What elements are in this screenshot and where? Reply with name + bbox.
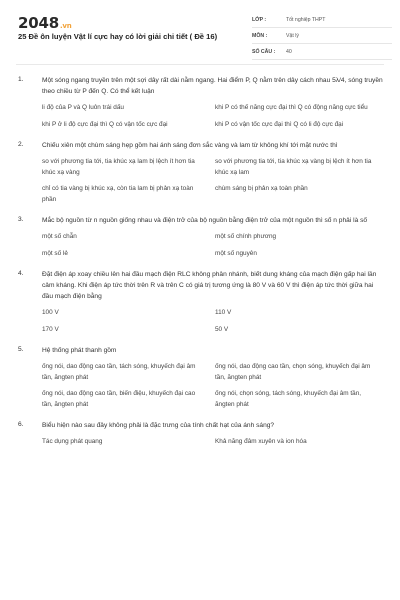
answer-option[interactable]: chỉ có tia vàng bị khúc xạ, còn tia lam bị phản xạ toàn phần	[42, 185, 194, 203]
page-title: 25 Đề ôn luyện Vật lí cực hay có lời giải chi tiết ( Đề 16)	[18, 32, 218, 41]
answer-option[interactable]: Tác dụng phát quang	[42, 438, 103, 445]
meta-key: MÔN :	[252, 32, 268, 39]
answer-option[interactable]: một số nguyên	[215, 249, 257, 257]
question-head	[18, 420, 384, 431]
answer-option[interactable]: so với phương tia tới, tia khúc xạ vàng bị lệch ít hơn tia khúc xạ lam	[215, 158, 372, 176]
question-number: 5.	[18, 346, 24, 353]
logo-suffix: .vn	[59, 22, 72, 30]
meta-key: SỐ CÂU :	[252, 48, 276, 55]
answer-option[interactable]: ống nói, chọn sóng, tách sóng, khuyếch đại âm tần, ăngten phát	[215, 390, 362, 408]
answer-options	[42, 308, 384, 335]
meta-row-class	[252, 12, 392, 28]
question-item	[18, 420, 384, 448]
answer-option[interactable]: ống nói, dao động cao tần, tách sóng, khuyếch đại âm tần, ăngten phát	[42, 363, 196, 381]
question-text: Hệ thống phát thanh gồm	[42, 347, 117, 354]
question-head	[18, 215, 384, 226]
answer-options	[42, 437, 384, 448]
answer-options	[42, 157, 384, 205]
question-text: Biểu hiện nào sau đây không phải là đặc trưng của tính chất hạt của ánh sáng?	[42, 422, 275, 429]
meta-value: Vật lý	[286, 32, 299, 39]
question-item	[18, 140, 384, 205]
answer-option[interactable]: khi P có vận tốc cực đại thì Q có li độ cực đại	[215, 120, 344, 128]
question-head	[18, 345, 384, 356]
answer-option[interactable]: một số chẵn	[42, 233, 77, 240]
logo-main: 2048	[18, 14, 59, 32]
question-text: Một sóng ngang truyền trên một sợi dây rất dài nằm ngang. Hai điểm P, Q nằm trên dây cách nhau 5λ/4, sóng truyền theo chiều từ P đến Q. Có thể kết luận	[42, 77, 383, 95]
meta-row-subject	[252, 28, 392, 44]
meta-row-count	[252, 44, 392, 60]
answer-option[interactable]: chùm sáng bị phản xạ toàn phần	[215, 185, 308, 192]
question-text: Mắc bộ nguồn từ n nguồn giống nhau và điện trở của bộ nguồn bằng điện trở của một nguồn thì số n phải là số	[42, 217, 368, 224]
question-number: 3.	[18, 216, 24, 223]
answer-options	[42, 103, 384, 130]
question-number: 4.	[18, 270, 24, 277]
meta-key: LỚP :	[252, 16, 267, 23]
question-item	[18, 269, 384, 335]
answer-option[interactable]: Khả năng đâm xuyên và ion hóa	[215, 438, 307, 445]
answer-options	[42, 232, 384, 259]
answer-option[interactable]: ống nói, dao động cao tần, chọn sóng, khuyếch đại âm tần, ăngten phát	[215, 363, 371, 381]
answer-option[interactable]: khi P có thế năng cực đại thì Q có động năng cực tiểu	[215, 104, 368, 111]
question-item	[18, 75, 384, 130]
question-head	[18, 75, 384, 97]
answer-options	[42, 362, 384, 410]
question-text: Chiếu xiên một chùm sáng hẹp gồm hai ánh sáng đơn sắc vàng và lam từ không khí tới mặt nước thì	[42, 142, 338, 149]
question-list	[0, 65, 400, 448]
question-head	[18, 269, 384, 302]
question-item	[18, 215, 384, 259]
answer-option[interactable]: ống nói, dao động cao tần, biến điệu, khuyếch đại cao tần, ăngten phát	[42, 390, 196, 408]
question-number: 2.	[18, 141, 24, 148]
answer-option[interactable]: một số chính phương	[215, 233, 277, 240]
question-item	[18, 345, 384, 410]
answer-option[interactable]: 100 V	[42, 309, 59, 316]
answer-option[interactable]: li độ của P và Q luôn trái dấu	[42, 104, 124, 111]
answer-option[interactable]: 50 V	[215, 325, 229, 333]
document-header	[0, 0, 400, 64]
meta-value: Tốt nghiệp THPT	[286, 16, 326, 23]
question-number: 1.	[18, 76, 24, 83]
question-number: 6.	[18, 421, 24, 428]
answer-option[interactable]: 170 V	[42, 325, 59, 333]
answer-option[interactable]: so với phương tia tới, tia khúc xạ lam bị lệch ít hơn tia khúc xạ vàng	[42, 158, 195, 176]
answer-option[interactable]: khi P ở li độ cực đại thì Q có vận tốc cực đại	[42, 120, 168, 128]
meta-table	[252, 12, 392, 60]
question-head	[18, 140, 384, 151]
question-text: Đặt điện áp xoay chiều lên hai đầu mạch điện RLC không phân nhánh, biết dung kháng của mạch điện gấp hai lần cảm kháng. Khi điện áp tức thời trên R và trên C có giá trị tương ứng là 80 V và 60 V thì điện áp tức thời giữa hai đầu mạch điện bằng	[42, 271, 377, 300]
answer-option[interactable]: một số lẻ	[42, 249, 68, 257]
answer-option[interactable]: 110 V	[215, 309, 232, 316]
meta-value: 40	[286, 48, 292, 55]
